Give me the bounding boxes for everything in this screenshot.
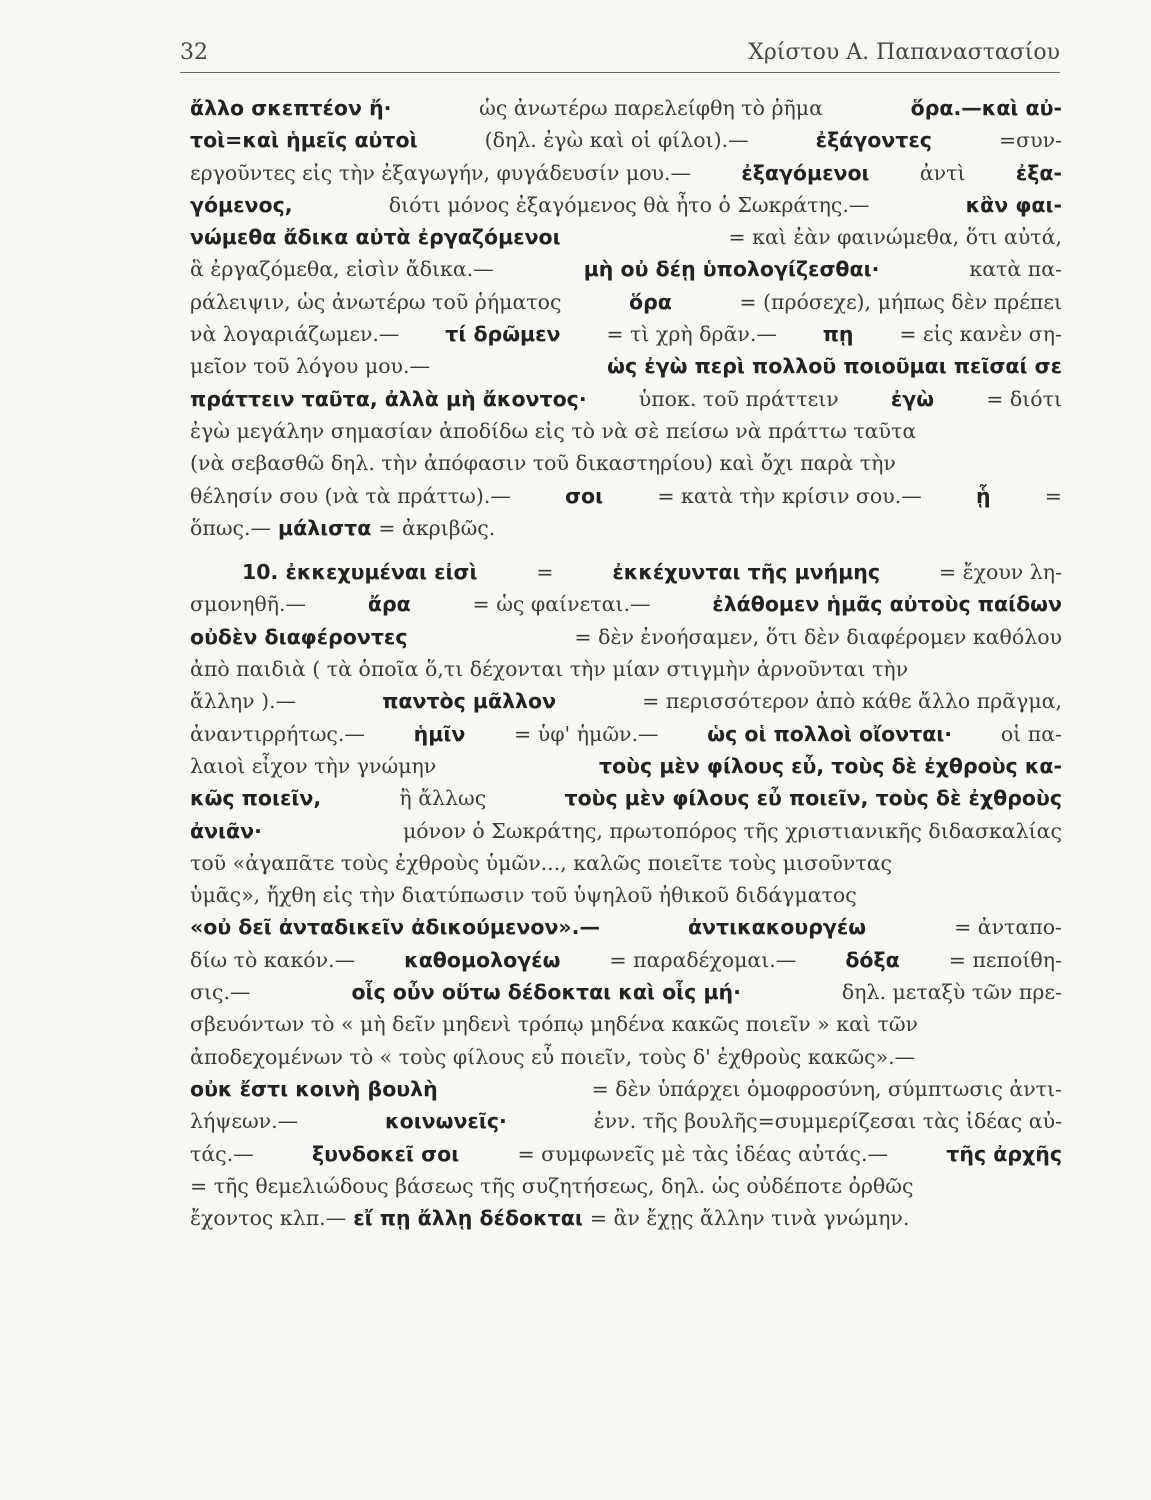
gloss-text: = εἰς κανὲν ση- <box>899 322 1062 347</box>
lemma-term: ἀνιᾶν· <box>190 818 262 843</box>
lemma-term: οὐκ ἔστι κοινὴ βουλὴ <box>190 1076 438 1101</box>
text-line <box>190 480 1062 512</box>
gloss-text: ὑποκ. τοῦ πράττειν <box>638 386 839 411</box>
lemma-term: ἐκκέχυνται τῆς μνήμης <box>612 560 881 585</box>
lemma-term: ἐξαγόμενοι <box>741 160 870 185</box>
gloss-text: σμονηθῆ.— <box>190 592 307 617</box>
lemma-term: ὅρα <box>628 289 672 314</box>
gloss-text: (δηλ. ἐγὼ καὶ οἱ φίλοι).— <box>484 128 749 153</box>
lemma-term: πῃ <box>822 322 854 347</box>
gloss-text: = <box>536 560 554 585</box>
lemma-term: παντὸς μᾶλλον <box>382 689 557 714</box>
gloss-text: = <box>1044 483 1062 508</box>
text-line <box>190 189 1062 221</box>
gloss-text: (νὰ σεβασθῶ δηλ. τὴν ἀπόφασιν τοῦ δικαστηρίου) καὶ ὄχι παρὰ τὴν <box>190 451 896 476</box>
lemma-term: γόμενος, <box>190 192 293 217</box>
lemma-term: καθομολογέω <box>404 947 561 972</box>
gloss-text: δηλ. μεταξὺ τῶν πρε- <box>841 980 1062 1005</box>
gloss-text: σβευόντων τὸ « μὴ δεῖν μηδενὶ τρόπῳ μηδένα κακῶς ποιεῖν » καὶ τῶν <box>190 1012 919 1037</box>
lemma-term: πράττειν ταῦτα, ἀλλὰ μὴ ἄκοντος· <box>190 386 587 411</box>
gloss-text: ἀναντιρρήτως.— <box>190 721 365 746</box>
text-line <box>190 911 1062 943</box>
text-line <box>190 1138 1062 1170</box>
text-line <box>190 286 1062 318</box>
gloss-text: ράλειψιν, ὡς ἀνωτέρω τοῦ ῥήματος <box>190 289 562 314</box>
lemma-term: μὴ οὐ δέῃ ὑπολογίζεσθαι· <box>583 257 880 282</box>
gloss-text: = περισσότερον ἀπὸ κάθε ἄλλο πρᾶγμα, <box>642 689 1062 714</box>
text-line <box>190 350 1062 382</box>
gloss-text: ἢ ἄλλως <box>399 786 487 811</box>
lemma-term: δόξα <box>845 947 900 972</box>
gloss-text: = δὲν ὑπάρχει ὁμοφροσύνη, σύμπτωσις ἀντι- <box>591 1076 1062 1101</box>
gloss-text: ὅπως.— <box>190 515 272 540</box>
gloss-text: διότι μόνος ἐξαγόμενος θὰ ἦτο ὁ Σωκράτης.— <box>388 192 870 217</box>
lemma-term: ᾗ <box>975 483 991 508</box>
gloss-text: τάς.— <box>190 1141 254 1166</box>
gloss-text: δίω τὸ κακόν.— <box>190 947 356 972</box>
gloss-text: μόνον ὁ Σωκράτης, πρωτοπόρος τῆς χριστιανικῆς διδασκαλίας <box>402 818 1062 843</box>
gloss-text: ἀντὶ <box>919 160 966 185</box>
gloss-text: = ἂν ἔχῃς ἄλλην τινὰ γνώμην. <box>589 1206 910 1231</box>
text-line <box>190 447 1062 479</box>
text-line <box>190 1008 1062 1040</box>
text-line <box>190 718 1062 750</box>
lemma-term: τῆς ἀρχῆς <box>946 1141 1062 1166</box>
lemma-term: ἄρα <box>367 592 411 617</box>
lemma-term: ἐξα- <box>1015 160 1062 185</box>
lemma-term: τί δρῶμεν <box>445 322 561 347</box>
text-line <box>190 588 1062 620</box>
running-title: Χρίστου Α. Παπαναστασίου <box>748 40 1060 65</box>
text-line <box>190 944 1062 976</box>
gloss-text: = ὡς φαίνεται.— <box>472 592 651 617</box>
gloss-text: ἃ ἐργαζόμεθα, εἰσὶν ἄδικα.— <box>190 257 494 282</box>
gloss-text: μεῖον τοῦ λόγου μου.— <box>190 354 431 379</box>
gloss-text: = ἔχουν λη- <box>938 560 1062 585</box>
gloss-text: ἀποδεχομένων τὸ « τοὺς φίλους εὖ ποιεῖν, τοὺς δ' ἐχθροὺς κακῶς».— <box>190 1044 916 1069</box>
gloss-text: = κατὰ τὴν κρίσιν σου.— <box>657 483 922 508</box>
lemma-term: οἷς οὖν οὕτω δέδοκται καὶ οἷς μή· <box>351 980 741 1005</box>
text-line <box>190 1170 1062 1202</box>
text-line <box>190 879 1062 911</box>
gloss-text: ὑμᾶς», ἤχθη εἰς τὴν διατύπωσιν τοῦ ὑψηλοῦ ἠθικοῦ διδάγματος <box>190 883 857 908</box>
text-line <box>190 815 1062 847</box>
text-line <box>190 685 1062 717</box>
gloss-text: κατὰ πα- <box>969 257 1062 282</box>
lemma-term: κἂν φαι- <box>965 192 1062 217</box>
lemma-term: σοι <box>565 483 604 508</box>
commentary-text <box>190 92 1062 1234</box>
lemma-term: ἀντικακουργέω <box>687 915 867 940</box>
lemma-term: «οὐ δεῖ ἀνταδικεῖν ἀδικούμενον».— <box>190 915 600 940</box>
lemma-term: ξυνδοκεῖ σοι <box>311 1141 460 1166</box>
gloss-text: ἄλλην ).— <box>190 689 297 714</box>
text-line <box>190 1105 1062 1137</box>
lemma-term: τοὶ=καὶ ἡμεῖς αὐτοὶ <box>190 128 418 153</box>
gloss-text: = ὑφ' ἡμῶν.— <box>514 721 659 746</box>
text-line <box>190 512 1062 544</box>
gloss-text: = (πρόσεχε), μήπως δὲν πρέπει <box>739 289 1062 314</box>
gloss-text: = διότι <box>986 386 1062 411</box>
text-line <box>190 221 1062 253</box>
text-line <box>190 1041 1062 1073</box>
lemma-term: ἐλάθομεν ἡμᾶς αὐτοὺς παίδων <box>712 592 1062 617</box>
text-line <box>190 976 1062 1008</box>
gloss-text: = τῆς θεμελιώδους βάσεως τῆς συζητήσεως, δηλ. ὡς οὐδέποτε ὀρθῶς <box>190 1173 914 1198</box>
gloss-text: = δὲν ἐνοήσαμεν, ὅτι δὲν διαφέρομεν καθόλου <box>574 624 1062 649</box>
lemma-term: ὡς οἱ πολλοὶ οἴονται· <box>707 721 953 746</box>
lemma-term: τοὺς μὲν φίλους εὖ, τοὺς δὲ ἐχθροὺς κα- <box>599 753 1062 778</box>
lemma-term: ἐγὼ <box>890 386 935 411</box>
gloss-text: ἔχοντος κλπ.— <box>190 1206 347 1231</box>
text-line <box>190 415 1062 447</box>
text-line <box>190 124 1062 156</box>
lemma-term: ὡς ἐγὼ περὶ πολλοῦ ποιοῦμαι πεῖσαί σε <box>607 354 1062 379</box>
text-line <box>190 383 1062 415</box>
page-number: 32 <box>180 40 208 65</box>
gloss-text: = πεποίθη- <box>948 947 1062 972</box>
lemma-term: τοὺς μὲν φίλους εὖ ποιεῖν, τοὺς δὲ ἐχθροὺς <box>564 786 1062 811</box>
gloss-text: =συν- <box>998 128 1062 153</box>
lemma-term: ἐξάγοντες <box>815 128 932 153</box>
text-line <box>190 847 1062 879</box>
text-line <box>190 621 1062 653</box>
lemma-term: ἡμῖν <box>413 721 466 746</box>
text-line <box>190 92 1062 124</box>
gloss-text: = τὶ χρὴ δρᾶν.— <box>606 322 777 347</box>
gloss-text: ὡς ἀνωτέρω παρελείφθη τὸ ῥῆμα <box>479 96 823 120</box>
lemma-term: νώμεθα ἄδικα αὐτὰ ἐργαζόμενοι <box>190 225 561 250</box>
lemma-term: οὐδὲν διαφέροντες <box>190 624 408 649</box>
lemma-term: κῶς ποιεῖν, <box>190 786 322 811</box>
text-line <box>190 782 1062 814</box>
gloss-text: εργοῦντες εἰς τὴν ἐξαγωγήν, φυγάδευσίν μου.— <box>190 160 692 185</box>
gloss-text: = ἀνταπο- <box>954 915 1062 940</box>
gloss-text: νὰ λογαριάζωμεν.— <box>190 322 400 347</box>
lemma-term: μάλιστα <box>278 515 372 540</box>
lemma-term: ὅρα.—καὶ αὐ- <box>910 96 1062 120</box>
text-line <box>190 1202 1062 1234</box>
lemma-term: 10. ἐκκεχυμέναι εἰσὶ <box>242 560 478 585</box>
gloss-text: ἐγὼ μεγάλην σημασίαν ἀποδίδω εἰς τὸ νὰ σὲ πείσω νὰ πράττω ταῦτα <box>190 418 917 443</box>
text-line <box>190 318 1062 350</box>
gloss-text: = ἀκριβῶς. <box>378 515 496 540</box>
gloss-text: λαιοὶ εἶχον τὴν γνώμην <box>190 753 437 778</box>
lemma-term: ἄλλο σκεπτέον ἤ· <box>190 96 392 120</box>
gloss-text: σις.— <box>190 980 251 1005</box>
text-line <box>190 1073 1062 1105</box>
page-header <box>180 40 1060 65</box>
text-line <box>190 157 1062 189</box>
gloss-text: οἱ πα- <box>1000 721 1062 746</box>
gloss-text: ἀπὸ παιδιὰ ( τὰ ὁποῖα ὅ,τι δέχονται τὴν μίαν στιγμὴν ἀρνοῦνται τὴν <box>190 657 909 682</box>
text-line <box>190 253 1062 285</box>
text-line <box>190 750 1062 782</box>
lemma-term: εἴ πῃ ἄλλῃ δέδοκται <box>353 1206 583 1231</box>
text-line <box>190 653 1062 685</box>
text-line <box>190 556 1062 588</box>
gloss-text: θέλησίν σου (νὰ τὰ πράττω).— <box>190 483 511 508</box>
gloss-text: τοῦ «ἀγαπᾶτε τοὺς ἐχθροὺς ὑμῶν..., καλῶς ποιεῖτε τοὺς μισοῦντας <box>190 850 893 875</box>
header-rule <box>180 72 1060 73</box>
gloss-text: = καὶ ἐὰν φαινώμεθα, ὅτι αὐτά, <box>728 225 1062 250</box>
gloss-text: ἐνν. τῆς βουλῆς=συμμερίζεσαι τὰς ἰδέας αὐ- <box>593 1109 1062 1134</box>
gloss-text: = παραδέχομαι.— <box>609 947 797 972</box>
lemma-term: κοινωνεῖς· <box>385 1109 507 1134</box>
gloss-text: λήψεων.— <box>190 1109 299 1134</box>
gloss-text: = συμφωνεῖς μὲ τὰς ἰδέας αὐτάς.— <box>517 1141 888 1166</box>
